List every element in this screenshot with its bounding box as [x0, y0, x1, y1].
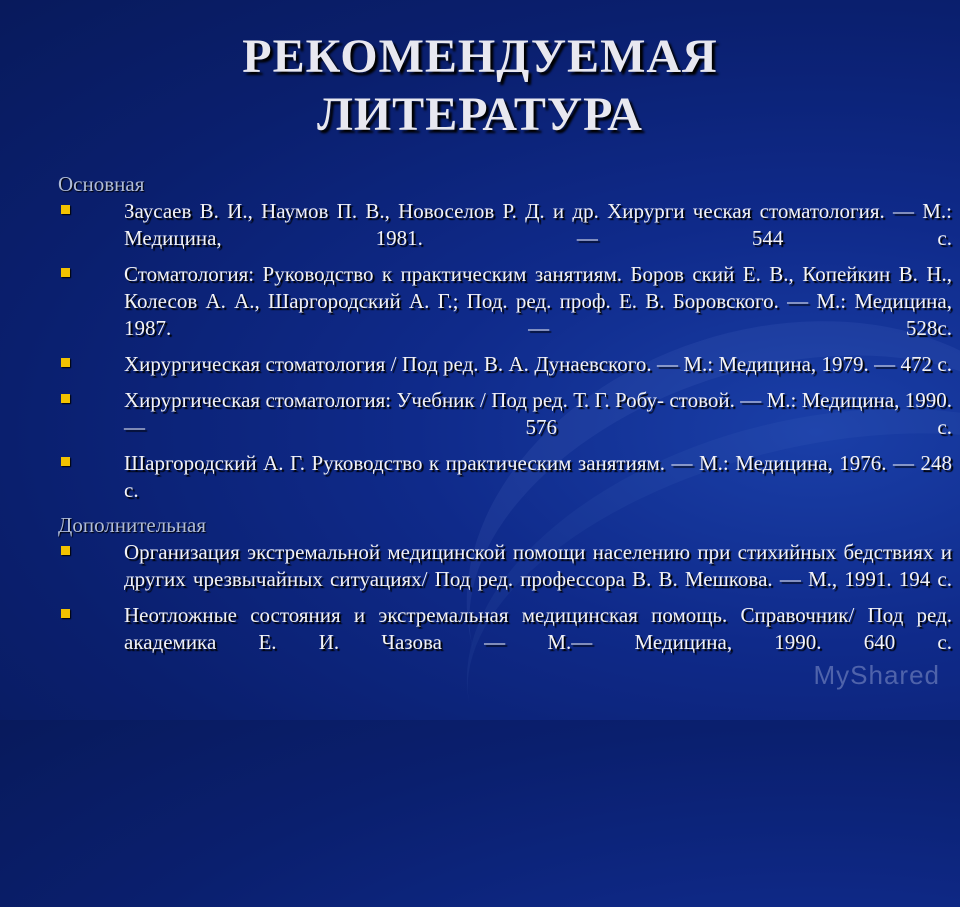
list-item-text: Организация экстремальной медицинской помощи населению при стихийных бедствиях и других чрезвычайных ситуациях/ Под ред. профессора В. В. Мешкова. — М., 1991. 194 с.: [124, 540, 952, 591]
list-item-text: Шаргородский А. Г. Руководство к практическим занятиям. — М.: Медицина, 1976. — 248 с.: [124, 451, 952, 502]
title-line-2: ЛИТЕРАТУРА: [317, 88, 643, 141]
watermark-logo: MyShared: [813, 660, 940, 690]
list-item-text: Стоматология: Руководство к практическим занятиям. Боров ский Е. В., Копейкин В. Н., Колесов А. А., Шаргородский А. Г.; Под. ред. проф. Е. В. Боровского. — М.: Медицина, 1987. — 528с.: [124, 262, 952, 340]
bullet-icon: [61, 268, 70, 277]
list-item-text: Заусаев В. И., Наумов П. В., Новоселов Р. Д. и др. Хирурги ческая стоматология. — М.: Медицина, 1981. — 544 с.: [124, 199, 952, 250]
list-item-text: Хирургическая стоматология / Под ред. В. А. Дунаевского. — М.: Медицина, 1979. — 472 с.: [124, 352, 952, 376]
bullet-icon: [61, 546, 70, 555]
list-item-text: Неотложные состояния и экстремальная медицинская помощь. Справочник/ Под ред. академика Е. И. Чазова — М.— Медицина, 1990. 640 с.: [124, 603, 952, 654]
bullet-icon: [61, 358, 70, 367]
slide-title: [0, 28, 960, 144]
list-item: [58, 450, 952, 531]
bullet-icon: [61, 457, 70, 466]
main-section-heading: Основная: [58, 172, 145, 196]
literature-list: [58, 172, 952, 665]
bullet-icon: [61, 609, 70, 618]
title-line-1: РЕКОМЕНДУЕМАЯ: [242, 30, 718, 83]
bullet-icon: [61, 205, 70, 214]
bullet-icon: [61, 394, 70, 403]
additional-section-heading: Дополнительная: [58, 513, 207, 537]
list-item-text: Хирургическая стоматология: Учебник / Под ред. Т. Г. Робу- стовой. — М.: Медицина, 1990. — 576 с.: [124, 388, 952, 439]
